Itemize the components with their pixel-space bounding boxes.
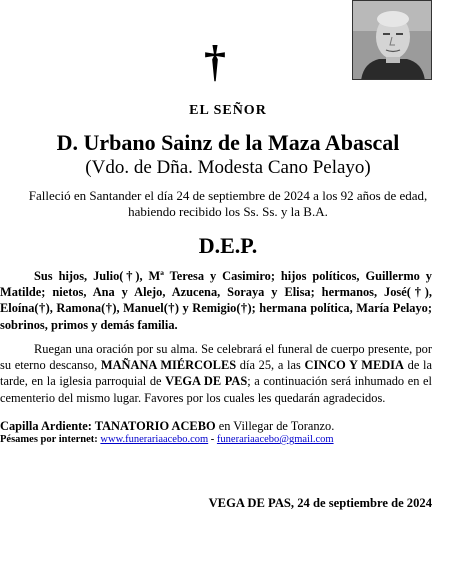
funeral-text-1: Ruegan una oración por su alma. Se celebrará el funeral de cuerpo presente, por su eterno descanso, [0,342,432,373]
funeral-text-2: día 25, a las [236,358,305,373]
death-notice-line-2: habiendo recibido los Ss. Ss. y la B.A. [128,204,328,219]
dep-heading: D.E.P. [198,233,258,258]
chapel-line [0,419,334,434]
widower-note: (Vdo. de Dña. Modesta Cano Pelayo) [85,157,371,178]
email-link[interactable]: funerariaacebo@gmail.com [216,434,334,445]
honorific-heading: EL SEÑOR [189,103,267,118]
funeral-text-4: ; a continuación será inhumado en el cementerio del mismo lugar. Favores por los cuales les quedarán agradecidos. [0,374,432,405]
condolences-label: Pésames por internet: [0,434,101,445]
funeral-time: CINCO Y MEDIA [304,358,404,373]
condolences-separator: - [208,434,217,445]
death-notice [0,188,456,220]
chapel-location: en Villegar de Toranzo. [215,419,335,433]
family-paragraph: Sus hijos, Julio(†), Mª Teresa y Casimiro; hijos políticos, Guillermo y Matilde; nietos, Ana y Alejo, Azucena, Soraya y Elisa; hermanos, José(†), Eloína(†), Ramona(†), Manuel(†) y Remigio(†); hermana política, María Pelayo; sobrinos, primos y demás familia. [0,269,432,332]
funeral-day: MAÑANA MIÉRCOLES [100,358,237,373]
website-link[interactable]: www.funerariaacebo.com [100,434,209,445]
cross-icon: † [204,37,226,86]
deceased-name: D. Urbano Sainz de la Maza Abascal [56,130,400,155]
death-notice-line-1: Falleció en Santander el día 24 de septiembre de 2024 a los 92 años de edad, [28,188,428,203]
condolences-line [0,434,334,445]
funeral-place: VEGA DE PAS [165,374,248,389]
place-date: VEGA DE PAS, 24 de septiembre de 2024 [208,496,432,510]
portrait-image [353,1,432,80]
deceased-photo [352,0,432,80]
funeral-text-3: de la tarde, en la iglesia parroquial de [0,358,432,389]
funeral-paragraph [0,341,432,406]
chapel-label: Capilla Ardiente: TANATORIO ACEBO [0,419,216,433]
